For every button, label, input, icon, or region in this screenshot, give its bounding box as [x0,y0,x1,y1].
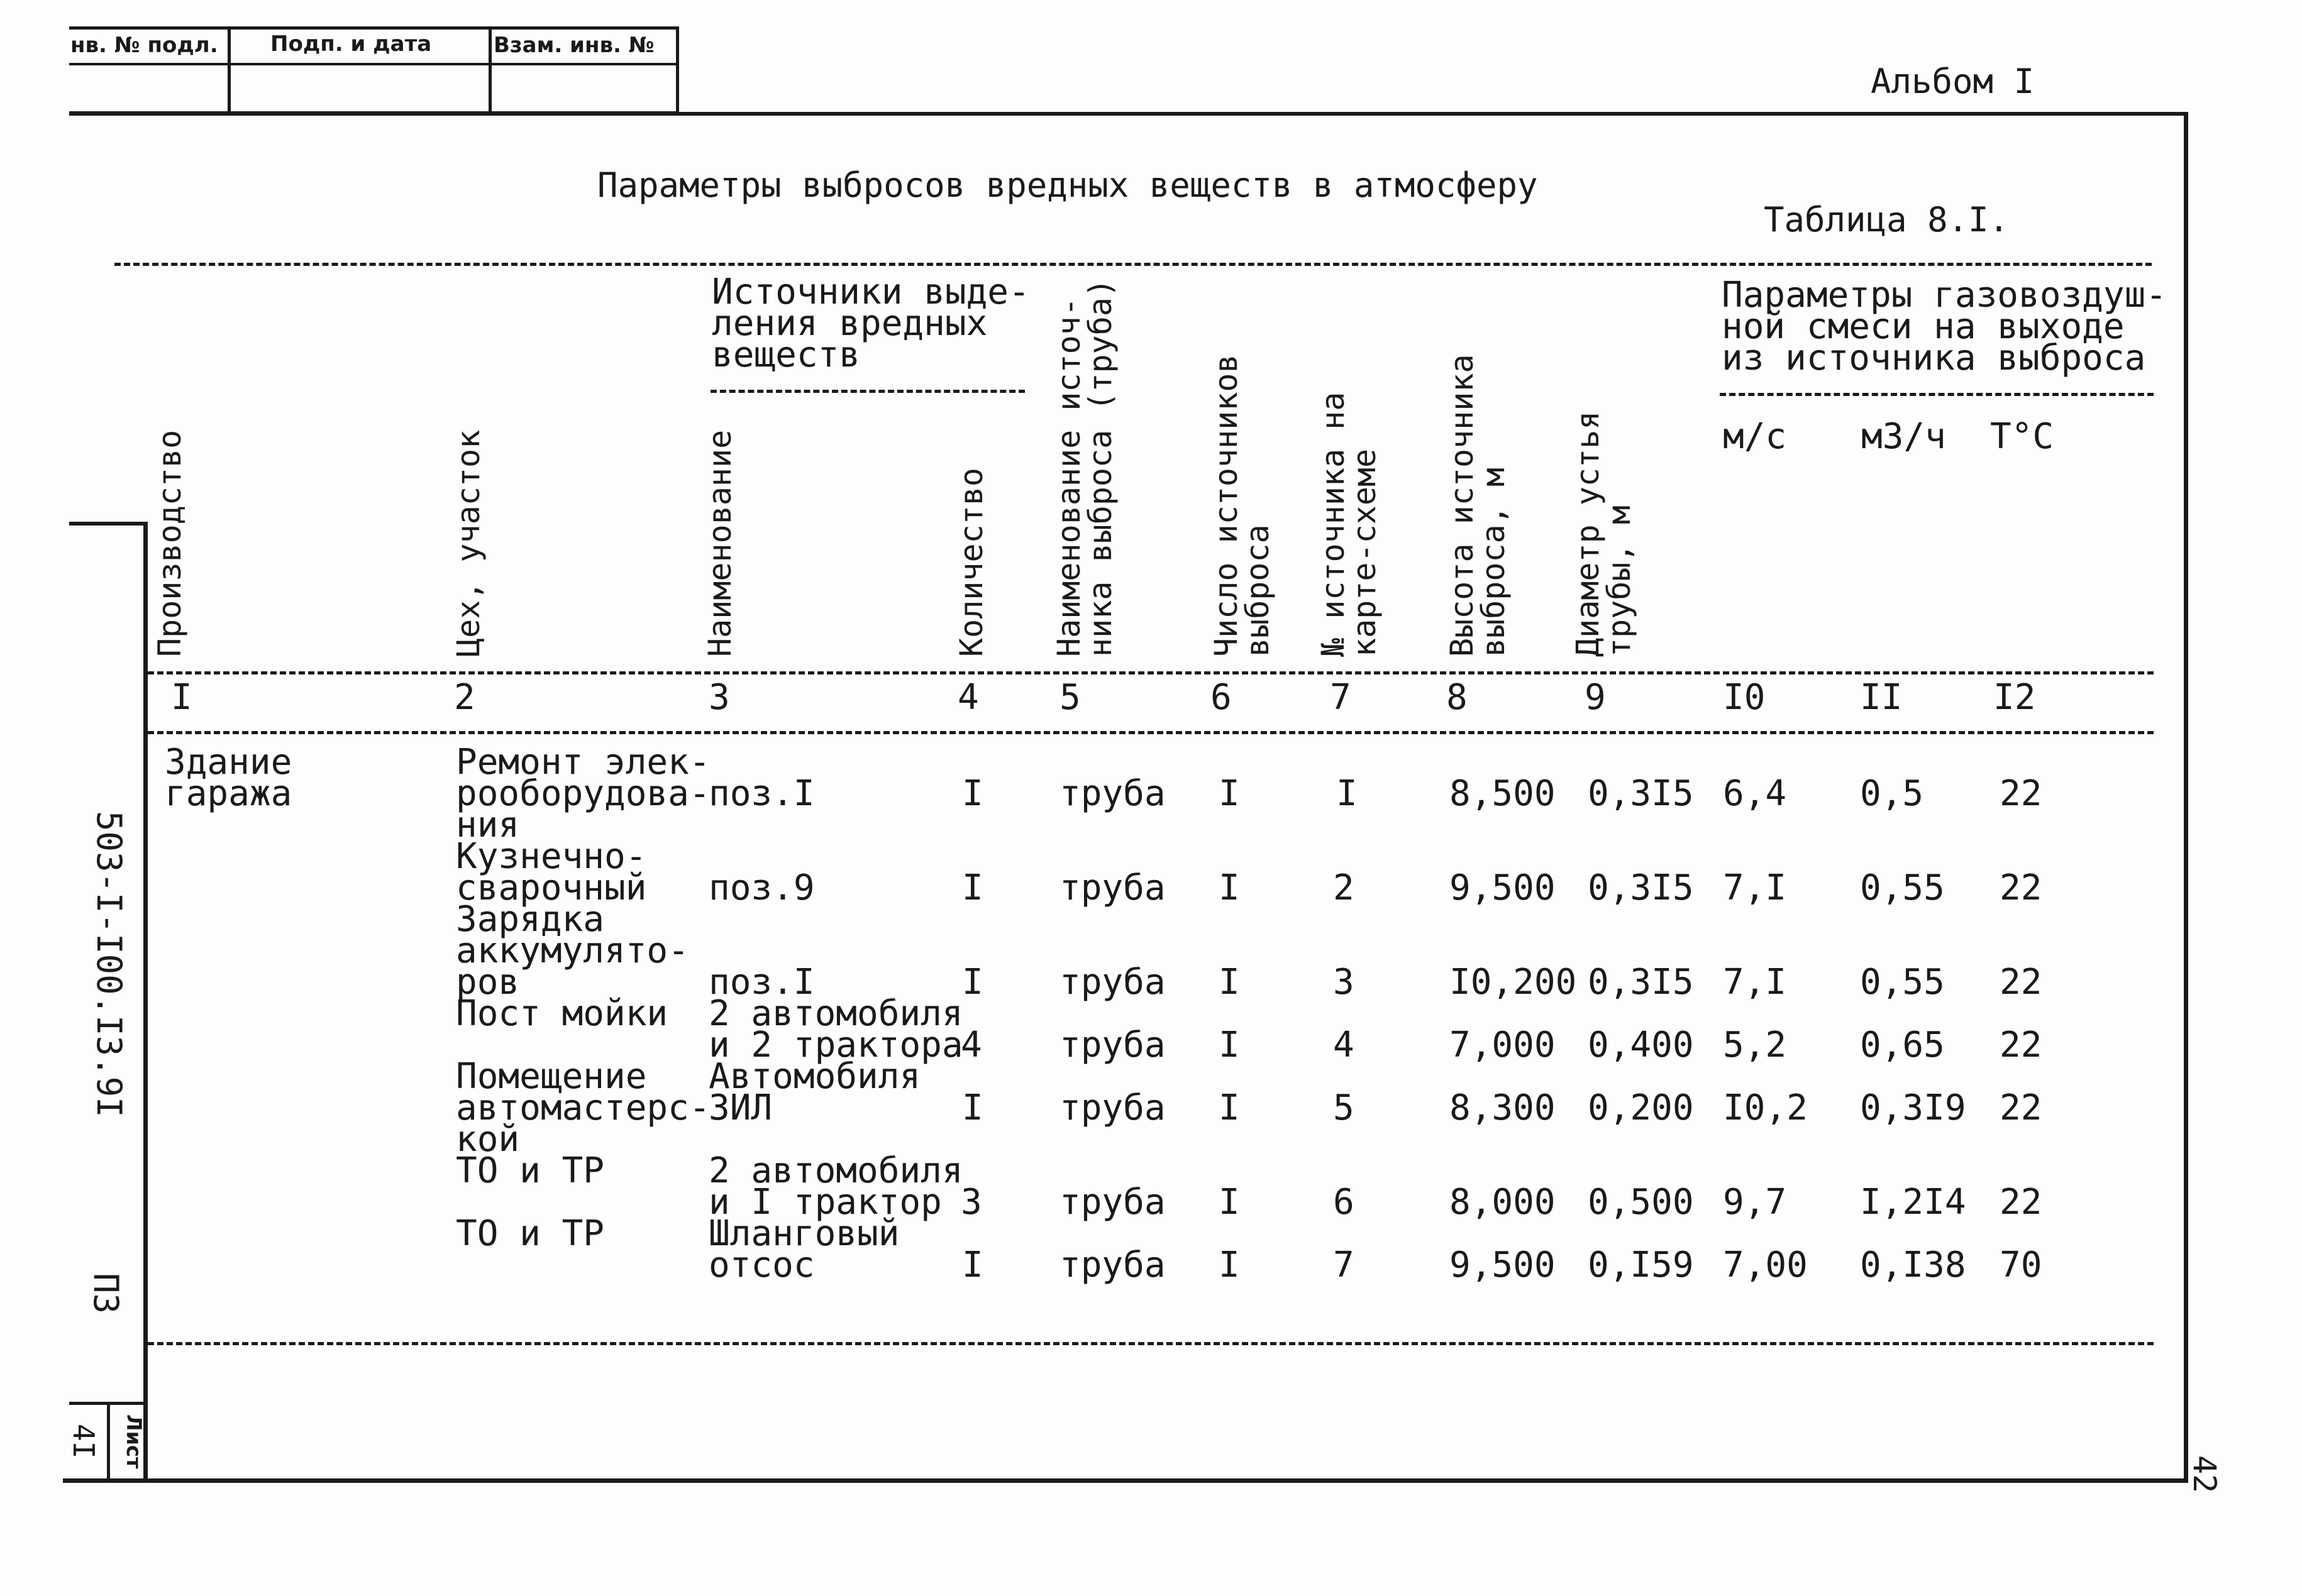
speed-cell: 9,7 [1723,1182,1787,1223]
name-cell: 2 автомобиля и I трактор [709,1150,963,1223]
flow-cell: 0,I38 [1860,1245,1966,1285]
qty-cell: I [962,867,983,908]
stamp-vzam-inv: Взам. инв. № [494,33,655,58]
name-cell: 2 автомобиля и 2 трактора [709,993,963,1065]
speed-cell: 6,4 [1723,773,1787,814]
temperature-cell: 22 [2000,962,2042,1003]
table-top-rule [114,263,2152,266]
count-cell: I [1219,962,1240,1003]
number-cell: 2 [1333,867,1354,908]
table-number: Таблица 8.I. [1764,200,2010,239]
sources-group-header: Источники выде- ления вредных веществ [712,272,1030,375]
qty-cell: I [962,962,983,1003]
gas-group-header: Параметры газовоздуш- ной смеси на выходе из источника выброса [1722,275,2167,378]
col-number: I0 [1723,677,1766,718]
col-number: 5 [1060,677,1081,718]
speed-cell: 7,I [1723,962,1787,1003]
number-row-rule [148,731,2154,734]
speed-cell: 5,2 [1723,1025,1787,1065]
number-cell: 3 [1333,962,1354,1003]
header-source-name: Наименование [702,429,738,657]
type-cell: труба [1060,867,1166,908]
name-cell: поз.I [709,962,815,1003]
qty-cell: I [962,773,983,814]
doc-code: 503-I-I00.I3.9I [89,811,129,1118]
header-quantity: Количество [953,467,990,657]
diameter-cell: 0,3I5 [1588,773,1694,814]
type-cell: труба [1060,1025,1166,1065]
shop-cell: Зарядка аккумулято- ров [456,899,689,1003]
shop-cell: Помещение автомастерс- кой [456,1056,711,1160]
table-bottom-rule [148,1342,2154,1345]
col-number: 4 [958,677,979,718]
production-cell: Здание гаража [165,742,292,814]
header-production: Производство [152,429,188,657]
number-cell: 5 [1333,1087,1354,1128]
count-cell: I [1219,1087,1240,1128]
header-temperature: T°C [1990,416,2054,457]
speed-cell: I0,2 [1723,1087,1808,1128]
count-cell: I [1219,867,1240,908]
number-cell: I [1336,773,1358,814]
sheet-number: 4I [67,1424,101,1459]
diameter-cell: 0,200 [1588,1087,1694,1128]
header-speed: м/с [1723,416,1787,457]
shop-cell: Ремонт элек- рооборудова- ния [456,742,711,845]
header-flow: м3/ч [1861,416,1946,457]
temperature-cell: 22 [2000,1182,2042,1223]
col-number: 8 [1446,677,1468,718]
count-cell: I [1219,1182,1240,1223]
flow-cell: 0,5 [1860,773,1924,814]
temperature-cell: 22 [2000,867,2042,908]
col-number: 2 [454,677,475,718]
type-cell: труба [1060,1182,1166,1223]
diameter-cell: 0,500 [1588,1182,1694,1223]
name-cell: Шланговый отсос [709,1213,900,1285]
temperature-cell: 22 [2000,1025,2042,1065]
height-cell: 8,000 [1449,1182,1556,1223]
height-cell: 8,300 [1449,1087,1556,1128]
height-cell: I0,200 [1449,962,1577,1003]
diameter-cell: 0,3I5 [1588,962,1694,1003]
name-cell: Автомобиля ЗИЛ [709,1056,921,1128]
count-cell: I [1219,773,1240,814]
shop-cell: Пост мойки [456,993,668,1034]
number-cell: 4 [1333,1025,1354,1065]
qty-cell: 4 [961,1025,982,1065]
header-emission-source-name: Наименование источ- ника выброса (труба) [1051,278,1119,657]
speed-cell: 7,00 [1723,1245,1808,1285]
header-diameter: Диаметр устья трубы, м [1569,410,1637,657]
count-cell: I [1219,1025,1240,1065]
flow-cell: 0,55 [1860,962,1945,1003]
type-cell: труба [1060,1087,1166,1128]
name-cell: поз.9 [709,867,815,908]
shop-cell: ТО и ТР [456,1150,605,1191]
sources-group-rule [711,390,1025,393]
col-number: 7 [1330,677,1351,718]
stamp-podp-data: Подп. и дата [270,31,432,57]
header-bottom-rule [148,671,2154,674]
flow-cell: 0,3I9 [1860,1087,1966,1128]
diameter-cell: 0,400 [1588,1025,1694,1065]
type-cell: труба [1060,773,1166,814]
height-cell: 7,000 [1449,1025,1556,1065]
temperature-cell: 22 [2000,1087,2042,1128]
diameter-cell: 0,I59 [1588,1245,1694,1285]
header-sources-count: Число источников выброса [1208,354,1276,657]
header-map-number: № источника на карте-схеме [1315,392,1383,657]
stamp-inv-podl: нв. № подл. [70,33,218,58]
speed-cell: 7,I [1723,867,1787,908]
height-cell: 9,500 [1449,867,1556,908]
number-cell: 7 [1333,1245,1354,1285]
col-number: 9 [1585,677,1606,718]
type-cell: труба [1060,1245,1166,1285]
flow-cell: 0,65 [1860,1025,1945,1065]
album-label: Альбом I [1871,62,2035,101]
col-number: I2 [1993,677,2036,718]
col-number: I [171,677,192,718]
height-cell: 8,500 [1449,773,1556,814]
shop-cell: ТО и ТР [456,1213,605,1254]
col-number: 6 [1210,677,1232,718]
page-number-right: 42 [2186,1455,2223,1494]
temperature-cell: 70 [2000,1245,2042,1285]
qty-cell: I [962,1245,983,1285]
flow-cell: I,2I4 [1860,1182,1966,1223]
pz-label: ПЗ [86,1273,126,1314]
diameter-cell: 0,3I5 [1588,867,1694,908]
qty-cell: I [962,1087,983,1128]
header-height: Высота источника выброса, м [1444,354,1512,657]
flow-cell: 0,55 [1860,867,1945,908]
temperature-cell: 22 [2000,773,2042,814]
height-cell: 9,500 [1449,1245,1556,1285]
table-title: Параметры выбросов вредных веществ в атмосферу [597,165,1538,205]
sheet-label: Лист [122,1414,146,1469]
count-cell: I [1219,1245,1240,1285]
col-number: 3 [709,677,730,718]
number-cell: 6 [1333,1182,1354,1223]
name-cell: поз.I [709,773,815,814]
qty-cell: 3 [961,1182,982,1223]
gas-group-rule [1720,393,2154,396]
col-number: II [1860,677,1903,718]
header-shop: Цех, участок [450,429,487,657]
shop-cell: Кузнечно- сварочный [456,836,647,908]
type-cell: труба [1060,962,1166,1003]
